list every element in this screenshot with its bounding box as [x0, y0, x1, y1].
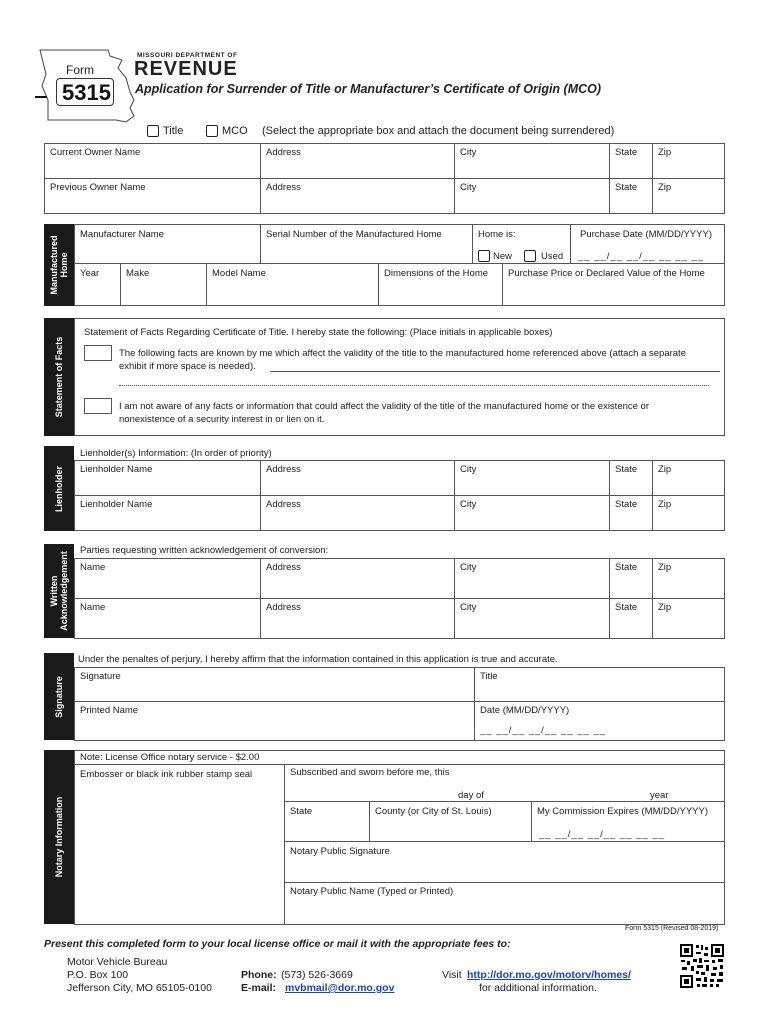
- city-label: City: [460, 499, 477, 510]
- phone-number: (573) 526-3669: [281, 969, 353, 981]
- fact1-write-line-1[interactable]: [270, 371, 720, 372]
- form-number-dash: [35, 96, 47, 98]
- notary-subscribed-label: Subscribed and sworn before me, this: [290, 767, 450, 778]
- zip-label: Zip: [658, 499, 672, 510]
- ack1-city-field[interactable]: [454, 558, 610, 599]
- signature-tab-label: Signature: [54, 675, 64, 718]
- agency-logo: REVENUE: [134, 58, 238, 80]
- signature-date-label: Date (MM/DD/YYYY): [480, 705, 570, 716]
- manufacturer-name-label: Manufacturer Name: [80, 229, 164, 240]
- used-label: Used: [541, 251, 564, 262]
- address-label: Address: [266, 147, 301, 158]
- mailing-address-line2: P.O. Box 100: [67, 969, 129, 981]
- city-label: City: [460, 464, 477, 475]
- zip-label: Zip: [658, 147, 672, 158]
- signature-label: Signature: [80, 671, 121, 682]
- used-checkbox[interactable]: [524, 250, 536, 262]
- title-checkbox[interactable]: [147, 125, 159, 137]
- city-label: City: [460, 147, 477, 158]
- address-label: Address: [266, 464, 301, 475]
- notary-tab-label: Notary Information: [54, 796, 64, 878]
- acknowledgement-heading: Parties requesting written acknowledgement of conversion:: [80, 545, 329, 556]
- acknowledgement-tab-label: [49, 551, 69, 631]
- phone-label: Phone:: [241, 969, 277, 981]
- fact2-text-line2: nonexistence of a security interest in or lien on it.: [119, 414, 325, 425]
- statement-of-facts-tab: [44, 318, 74, 436]
- state-label: State: [615, 562, 638, 573]
- website-link[interactable]: http://dor.mo.gov/motorv/homes/: [467, 969, 631, 981]
- notary-commission-label: My Commission Expires (MM/DD/YYYY): [537, 806, 709, 817]
- name-label: Name: [80, 562, 106, 573]
- new-label: New: [493, 251, 513, 262]
- state-label: State: [615, 499, 638, 510]
- purchase-date-blank: __ __/__ __/__ __ __ __: [578, 251, 705, 262]
- notary-day-of-label: day of: [458, 790, 484, 801]
- purchase-price-label: Purchase Price or Declared Value of the Home: [508, 268, 705, 279]
- qr-code-icon: [679, 943, 725, 989]
- statement-of-facts-tab-label: Statement of Facts: [54, 336, 64, 418]
- acknowledgement-tab-line2: Acknowledgement: [59, 551, 69, 631]
- notary-county-label: County (or City of St. Louis): [375, 806, 492, 817]
- lienholder1-city-field[interactable]: [454, 460, 610, 496]
- fact1-text-line1: The following facts are known by me which affect the validity of the title to the manufactured home referenced above (attach a separate: [119, 348, 686, 359]
- fact1-write-line-2[interactable]: [119, 385, 709, 386]
- ack2-city-field[interactable]: [454, 598, 610, 639]
- purchase-date-label: Purchase Date (MM/DD/YYYY): [580, 229, 712, 240]
- city-label: City: [460, 602, 477, 613]
- home-is-label: Home is:: [478, 229, 516, 240]
- state-label: State: [615, 182, 638, 193]
- statement-heading: Statement of Facts Regarding Certificate of Title. I hereby state the following: (Place initials in applicable boxes): [84, 327, 553, 338]
- fact1-initials-box[interactable]: [84, 345, 112, 361]
- serial-number-label: Serial Number of the Manufactured Home: [266, 229, 442, 240]
- fact2-initials-box[interactable]: [84, 398, 112, 414]
- notary-note: Note: License Office notary service - $2.00: [80, 752, 260, 763]
- acknowledgement-tab: [44, 544, 74, 638]
- zip-label: Zip: [658, 464, 672, 475]
- signature-field[interactable]: [74, 667, 475, 702]
- state-label: State: [615, 602, 638, 613]
- address-label: Address: [266, 499, 301, 510]
- mailing-address-line3: Jefferson City, MO 65105-0100: [67, 982, 212, 994]
- email-label: E-mail:: [241, 982, 277, 994]
- zip-label: Zip: [658, 562, 672, 573]
- visit-label: Visit: [442, 969, 462, 981]
- page-title: Application for Surrender of Title or Manufacturer’s Certificate of Origin (MCO): [135, 82, 602, 96]
- form-revision: Form 5315 (Revised 08-2019): [625, 925, 719, 932]
- lienholder-heading: Lienholder(s) Information: (In order of priority): [80, 448, 272, 459]
- select-instruction: (Select the appropriate box and attach the document being surrendered): [262, 125, 615, 137]
- signature-date-blank: __ __/__ __/__ __ __ __: [480, 725, 607, 736]
- year-label: Year: [80, 268, 100, 279]
- signature-tab: [44, 653, 74, 740]
- lienholder-tab: [44, 446, 74, 531]
- lienholder-name-label: Lienholder Name: [80, 464, 153, 475]
- model-name-label: Model Name: [212, 268, 266, 279]
- notary-tab: [44, 750, 74, 924]
- current-owner-label: Current Owner Name: [50, 147, 141, 158]
- printed-name-label: Printed Name: [80, 705, 139, 716]
- fact1-text-line2: exhibit if more space is needed).: [119, 361, 256, 372]
- title-option-label: Title: [163, 125, 184, 137]
- agency-line: MISSOURI DEPARTMENT OF: [137, 52, 238, 59]
- new-checkbox[interactable]: [478, 250, 490, 262]
- make-label: Make: [126, 268, 150, 279]
- form-number: 5315: [62, 80, 111, 105]
- fact2-text-line1: I am not aware of any facts or information that could affect the validity of the title of the manufactured home or the existence or: [119, 401, 650, 412]
- zip-label: Zip: [658, 602, 672, 613]
- previous-owner-label: Previous Owner Name: [50, 182, 146, 193]
- manufactured-home-tab: [44, 224, 74, 306]
- lienholder2-city-field[interactable]: [454, 495, 610, 531]
- present-instructions: Present this completed form to your local license office or mail it with the appropriate fees to:: [44, 938, 511, 950]
- city-label: City: [460, 182, 477, 193]
- notary-stamp-label: Embosser or black ink rubber stamp seal: [80, 769, 253, 780]
- state-label: State: [615, 464, 638, 475]
- mailing-address-line1: Motor Vehicle Bureau: [67, 956, 168, 968]
- address-label: Address: [266, 602, 301, 613]
- previous-owner-city-field[interactable]: [454, 178, 610, 214]
- notary-signature-label: Notary Public Signature: [290, 846, 390, 857]
- notary-stamp-area: [74, 764, 285, 925]
- dimensions-label: Dimensions of the Home: [384, 268, 489, 279]
- signer-title-field[interactable]: [474, 667, 725, 702]
- notary-name-label: Notary Public Name (Typed or Printed): [290, 886, 454, 897]
- zip-label: Zip: [658, 182, 672, 193]
- signer-title-label: Title: [480, 671, 498, 682]
- manufactured-home-tab-label: Manufactured Home: [49, 235, 69, 295]
- lienholder-tab-label: Lienholder: [54, 465, 64, 512]
- more-info-label: for additional information.: [479, 982, 597, 994]
- notary-state-label: State: [290, 806, 313, 817]
- city-label: City: [460, 562, 477, 573]
- acknowledgement-tab-line1: Written: [49, 575, 59, 607]
- notary-year-label: year: [650, 790, 669, 801]
- form-label: Form: [66, 63, 94, 77]
- signature-heading: Under the penaltes of perjury, I hereby affirm that the information contained in this application is true and accurate.: [78, 654, 558, 665]
- state-label: State: [615, 147, 638, 158]
- current-owner-city-field[interactable]: [454, 143, 610, 179]
- mco-checkbox[interactable]: [206, 125, 218, 137]
- notary-commission-blank: __ __/__ __/__ __ __ __: [539, 829, 666, 840]
- address-label: Address: [266, 562, 301, 573]
- name-label: Name: [80, 602, 106, 613]
- address-label: Address: [266, 182, 301, 193]
- mco-option-label: MCO: [222, 125, 248, 137]
- lienholder-name-label: Lienholder Name: [80, 499, 153, 510]
- email-link[interactable]: mvbmail@dor.mo.gov: [285, 982, 395, 994]
